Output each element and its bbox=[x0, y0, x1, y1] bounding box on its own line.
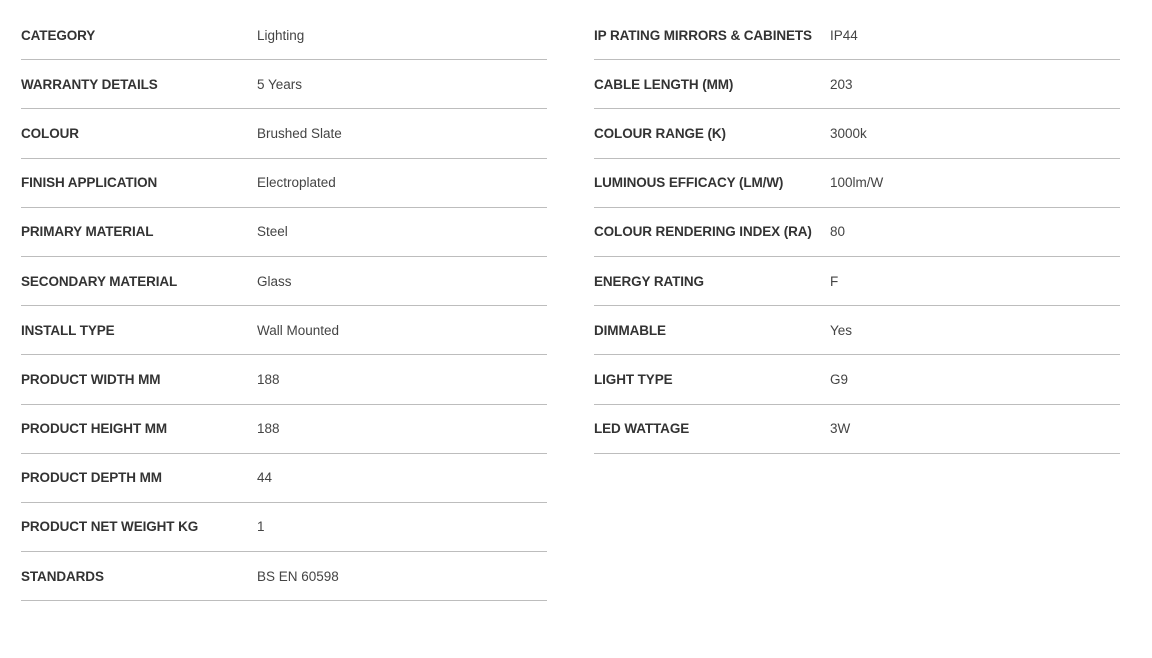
spec-row bbox=[594, 159, 1120, 208]
spec-row bbox=[594, 109, 1120, 158]
spec-value: 188 bbox=[257, 421, 280, 437]
spec-value: Yes bbox=[830, 322, 853, 338]
spec-row bbox=[594, 60, 1120, 109]
spec-label: LIGHT TYPE bbox=[594, 371, 673, 387]
spec-value: Wall Mounted bbox=[257, 322, 340, 338]
spec-value: G9 bbox=[830, 371, 849, 387]
spec-row bbox=[21, 60, 547, 109]
spec-row bbox=[21, 405, 547, 454]
spec-label: WARRANTY DETAILS bbox=[21, 76, 158, 92]
spec-label: PRIMARY MATERIAL bbox=[21, 224, 154, 240]
spec-row bbox=[594, 257, 1120, 306]
spec-value: Glass bbox=[257, 273, 292, 289]
spec-row bbox=[594, 306, 1120, 355]
spec-row bbox=[21, 257, 547, 306]
spec-label: INSTALL TYPE bbox=[21, 322, 115, 338]
spec-label: COLOUR bbox=[21, 125, 79, 141]
spec-row bbox=[594, 11, 1120, 60]
spec-table-left bbox=[21, 11, 547, 601]
spec-label: COLOUR RANGE (K) bbox=[594, 125, 726, 141]
spec-label: CATEGORY bbox=[21, 27, 96, 43]
spec-label: PRODUCT DEPTH MM bbox=[21, 470, 162, 486]
spec-row bbox=[21, 454, 547, 503]
spec-value: IP44 bbox=[830, 27, 858, 43]
spec-value: 80 bbox=[830, 224, 846, 240]
spec-table-right bbox=[594, 11, 1120, 454]
spec-value: 1 bbox=[257, 519, 265, 535]
spec-value: BS EN 60598 bbox=[257, 568, 339, 584]
spec-value: 5 Years bbox=[257, 76, 303, 92]
spec-value: 3000k bbox=[830, 125, 867, 141]
spec-row bbox=[594, 208, 1120, 257]
spec-label: COLOUR RENDERING INDEX (RA) bbox=[594, 224, 812, 240]
spec-label: LED WATTAGE bbox=[594, 421, 690, 437]
spec-row bbox=[21, 11, 547, 60]
spec-label: FINISH APPLICATION bbox=[21, 175, 158, 191]
spec-value: Lighting bbox=[257, 27, 305, 43]
spec-label: IP RATING MIRRORS & CABINETS bbox=[594, 27, 812, 43]
spec-value: 100lm/W bbox=[830, 175, 884, 191]
spec-label: PRODUCT HEIGHT MM bbox=[21, 421, 168, 437]
spec-label: PRODUCT WIDTH MM bbox=[21, 371, 161, 387]
spec-label: STANDARDS bbox=[21, 568, 104, 584]
spec-row bbox=[21, 109, 547, 158]
spec-row bbox=[21, 306, 547, 355]
spec-label: ENERGY RATING bbox=[594, 273, 704, 289]
spec-label: PRODUCT NET WEIGHT KG bbox=[21, 519, 199, 535]
spec-value: 188 bbox=[257, 371, 280, 387]
spec-label: SECONDARY MATERIAL bbox=[21, 273, 178, 289]
spec-row bbox=[594, 355, 1120, 404]
spec-label: LUMINOUS EFFICACY (LM/W) bbox=[594, 175, 784, 191]
spec-row bbox=[594, 405, 1120, 454]
spec-value: 203 bbox=[830, 76, 853, 92]
spec-value: Steel bbox=[257, 224, 288, 240]
spec-value: Electroplated bbox=[257, 175, 336, 191]
spec-row bbox=[21, 552, 547, 601]
spec-row bbox=[21, 355, 547, 404]
spec-label: DIMMABLE bbox=[594, 322, 666, 338]
spec-value: 3W bbox=[830, 421, 851, 437]
spec-row bbox=[21, 503, 547, 552]
spec-value: F bbox=[830, 273, 839, 289]
spec-value: Brushed Slate bbox=[257, 125, 342, 141]
spec-label: CABLE LENGTH (MM) bbox=[594, 76, 734, 92]
spec-value: 44 bbox=[257, 470, 273, 486]
spec-row bbox=[21, 159, 547, 208]
spec-row bbox=[21, 208, 547, 257]
